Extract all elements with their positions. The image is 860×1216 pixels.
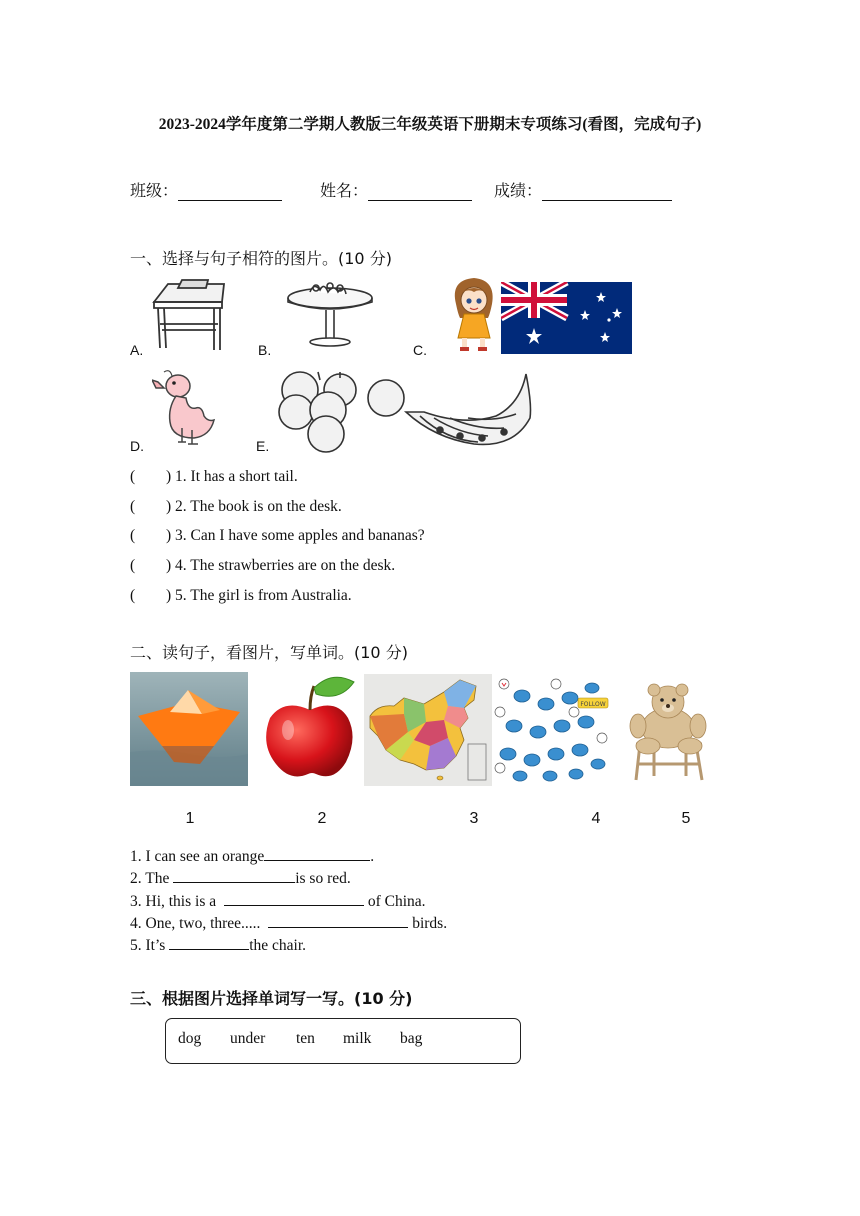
sentence-2: 2. The is so red. (130, 867, 351, 888)
question-text: ) 2. The book is on the desk. (166, 498, 342, 515)
question-3 (130, 527, 425, 545)
paper-boat-image (130, 672, 248, 786)
birds-image (492, 676, 612, 786)
answer-blank[interactable]: ( (130, 468, 136, 485)
girl-image (450, 274, 498, 354)
name-field (320, 178, 472, 201)
name-blank[interactable] (368, 184, 472, 201)
answer-blank[interactable] (268, 912, 408, 928)
class-blank[interactable] (178, 184, 282, 201)
word-bank-item: bag (400, 1030, 423, 1047)
word-bank-item: ten (296, 1030, 315, 1047)
label-a: A. (130, 342, 144, 358)
page-title: 2023-2024学年度第二学期人教版三年级英语下册期末专项练习(看图，完成句子) (158, 116, 702, 133)
word-bank-item: dog (178, 1030, 202, 1047)
answer-blank[interactable]: ( (130, 557, 136, 574)
question-4 (130, 557, 395, 575)
china-map-image (364, 674, 492, 786)
answer-blank[interactable] (264, 845, 370, 861)
question-1 (130, 468, 298, 486)
label-b: B. (258, 342, 272, 358)
section2-heading: 二、读句子，看图片，写单词。(10 分) (130, 643, 408, 662)
answer-blank[interactable]: ( (130, 587, 136, 604)
question-5 (130, 587, 352, 605)
score-field (494, 178, 672, 201)
question-text: ) 1. It has a short tail. (166, 468, 298, 485)
question-text: ) 5. The girl is from Australia. (166, 587, 352, 604)
label-d: D. (130, 438, 144, 454)
picture-number-3: 3 (469, 810, 479, 827)
label-e: E. (256, 438, 270, 454)
section3-heading: 三、根据图片选择单词写一写。(10 分) (130, 989, 413, 1008)
score-label: 成绩： (494, 181, 543, 200)
score-blank[interactable] (542, 184, 672, 201)
picture-number-5: 5 (681, 810, 691, 827)
question-text: ) 3. Can I have some apples and bananas? (166, 527, 425, 544)
section1-heading: 一、选择与句子相符的图片。(10 分) (130, 249, 392, 268)
sentence-5: 5. It’s the chair. (130, 934, 306, 955)
class-label: 班级： (130, 181, 179, 200)
answer-blank[interactable] (169, 934, 249, 950)
duck-image (152, 368, 218, 450)
sentence-1: 1. I can see an orange . (130, 845, 374, 866)
apple-image (262, 672, 358, 786)
picture-number-4: 4 (591, 810, 601, 827)
apples-and-bananas-image (274, 368, 536, 454)
teddy-bear-on-chair-image (614, 680, 722, 782)
answer-blank[interactable] (224, 890, 364, 906)
answer-blank[interactable]: ( (130, 527, 136, 544)
answer-blank[interactable] (173, 867, 295, 883)
follow-tag: FOLLOW (580, 701, 606, 708)
question-text: ) 4. The strawberries are on the desk. (166, 557, 396, 574)
picture-number-1: 1 (185, 810, 195, 827)
class-field (130, 178, 282, 201)
sentence-3: 3. Hi, this is a of China. (130, 890, 426, 911)
word-bank-item: under (230, 1030, 266, 1047)
table-with-strawberries-image (286, 276, 376, 348)
australia-flag-image (501, 282, 632, 354)
question-2 (130, 498, 342, 516)
answer-blank[interactable]: ( (130, 498, 136, 515)
word-bank-box (165, 1018, 521, 1064)
name-label: 姓名： (320, 181, 369, 200)
sentence-4: 4. One, two, three..... birds. (130, 912, 447, 933)
label-c: C. (413, 342, 427, 358)
picture-number-2: 2 (317, 810, 327, 827)
desk-with-book-image (150, 276, 230, 352)
word-bank-item: milk (343, 1030, 372, 1047)
